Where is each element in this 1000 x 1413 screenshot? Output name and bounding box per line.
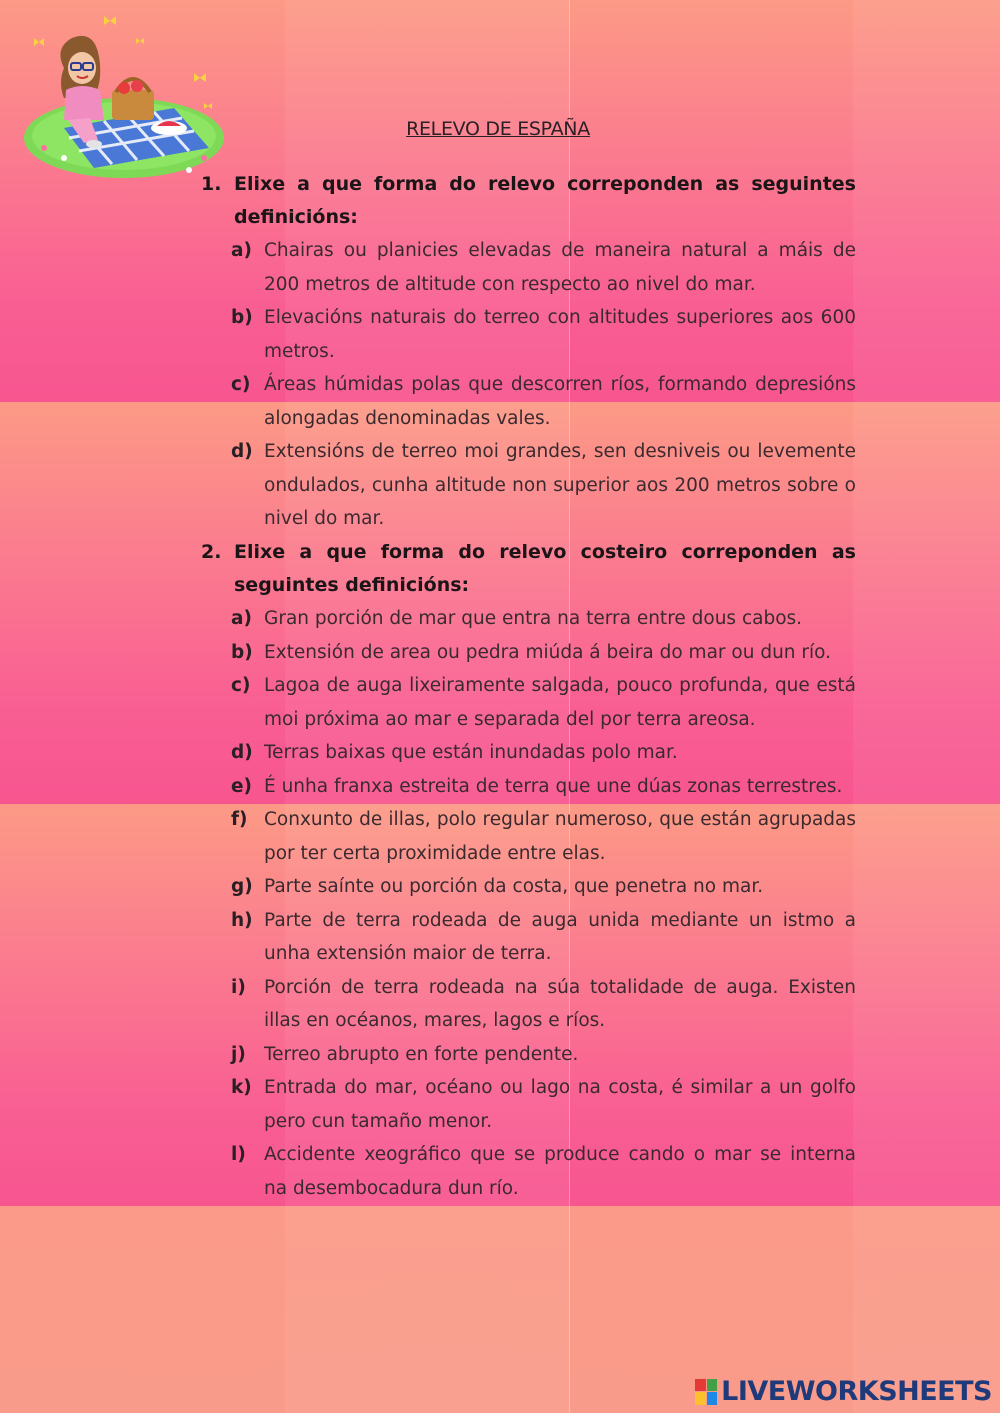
list-item: a) Gran porción de mar que entra na terra entre dous cabos. [231, 608, 803, 629]
list-item: c) Áreas húmidas polas que descorren ríos, formando depresións alongadas denominadas vales. [231, 374, 856, 429]
list-item: d) Terras baixas que están inundadas polo mar. [231, 742, 678, 763]
list-item: b) Extensión de area ou pedra miúda á beira do mar ou dun río. [231, 641, 832, 663]
picnic-avatar-illustration [24, 8, 228, 183]
question-prompt: Elixe a que forma do relevo correponden as seguintes definicións: [234, 173, 856, 228]
liveworksheets-logo[interactable] [695, 1376, 992, 1407]
list-item: a) Chairas ou planicies elevadas de maneira natural a máis de 200 metros de altitude con respecto ao nivel do mar. [231, 240, 856, 295]
question-2 [201, 536, 856, 1205]
question-1 [201, 168, 856, 536]
list-item: d) Extensións de terreo moi grandes, sen desniveis ou levemente ondulados, cunha altitude non superior aos 200 metros sobre o nivel do mar. [231, 441, 856, 529]
list-item: j) Terreo abrupto en forte pendente. [231, 1043, 579, 1065]
list-item: c) Lagoa de auga lixeiramente salgada, pouco profunda, que está moi próxima ao mar e separada del por terra areosa. [231, 675, 856, 730]
liveworksheets-icon [695, 1379, 717, 1405]
logo-square-i [707, 1379, 718, 1392]
logo-square-e [707, 1392, 718, 1405]
definition-list [231, 602, 856, 1205]
question-1-heading [201, 168, 856, 234]
list-item: b) Elevacións naturais do terreo con altitudes superiores aos 600 metros. [231, 307, 856, 362]
list-item: e) É unha franxa estreita de terra que une dúas zonas terrestres. [231, 775, 843, 797]
question-number: 2. [201, 541, 222, 563]
question-prompt: Elixe a que forma do relevo costeiro correponden as seguintes definicións: [234, 541, 856, 596]
liveworksheets-wordmark: LIVEWORKSHEETS [721, 1376, 992, 1407]
list-item: k) Entrada do mar, océano ou lago na costa, é similar a un golfo pero cun tamaño menor. [231, 1077, 856, 1132]
list-item: l) Accidente xeográfico que se produce cando o mar se interna na desembocadura dun río. [231, 1144, 856, 1199]
question-number: 1. [201, 173, 222, 195]
list-item: i) Porción de terra rodeada na súa totalidade de auga. Existen illas en océanos, mares, lagos e ríos. [231, 976, 856, 1031]
definition-list [231, 234, 856, 536]
list-item: g) Parte saínte ou porción da costa, que penetra no mar. [231, 876, 764, 897]
question-2-heading [201, 536, 856, 602]
logo-square-l [695, 1379, 706, 1392]
list-item: h) Parte de terra rodeada de auga unida mediante un istmo a unha extensión maior de terra. [231, 909, 856, 964]
logo-square-v [695, 1392, 706, 1405]
page-title: RELEVO DE ESPAÑA [406, 118, 590, 140]
list-item: f) Conxunto de illas, polo regular numeroso, que están agrupadas por ter certa proximidade entre elas. [231, 809, 856, 864]
